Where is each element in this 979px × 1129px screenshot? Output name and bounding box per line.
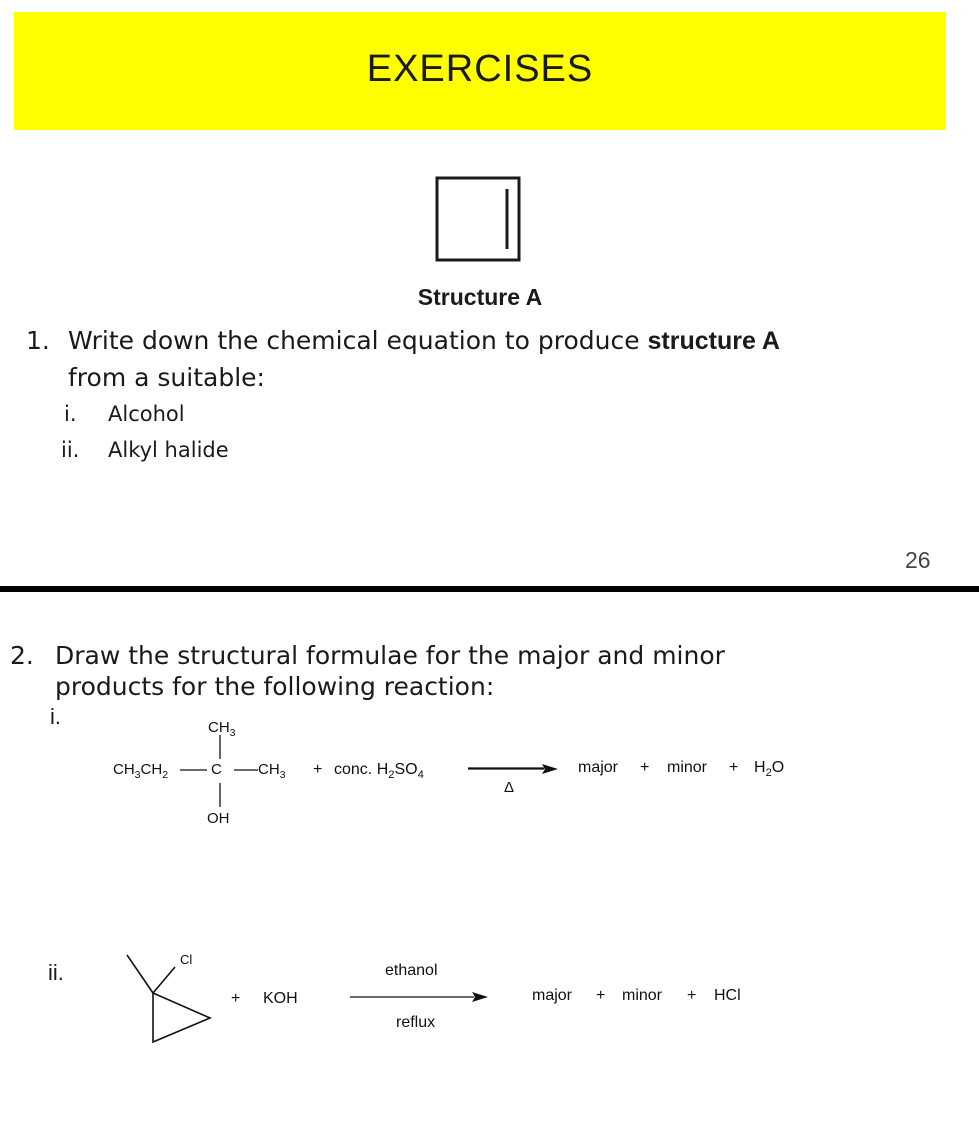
plus-i-1: +: [313, 761, 323, 778]
q1-text-line1-plain: Write down the chemical equation to produce: [68, 326, 648, 355]
right-group: $CH_3$: [258, 761, 286, 781]
q1-option-marker-2: ii.: [61, 438, 80, 462]
condition-heat: Δ: [504, 779, 515, 796]
substituent-cl: Cl: [180, 952, 193, 967]
title-banner: [14, 12, 946, 130]
q1-option-marker-1: i.: [64, 402, 77, 426]
page-title: EXERCISES: [366, 48, 594, 90]
reagent-h2so4: conc. $H_2SO_4$: [334, 761, 424, 782]
cyclopropane-ring: [153, 993, 210, 1042]
condition-ethanol: ethanol: [385, 962, 438, 979]
product-major-i: major: [578, 759, 619, 776]
q1-number: 1.: [26, 326, 50, 355]
chloro-bond: [153, 967, 175, 993]
plus-ii-2: +: [596, 987, 606, 1004]
substituent-top: $CH_3$: [208, 719, 236, 739]
product-minor-i: minor: [667, 759, 708, 776]
q2-text-line2: products for the following reaction:: [55, 672, 495, 701]
reaction-i-arrow: [468, 762, 558, 776]
q1-text-line1: [68, 326, 780, 356]
q1-option-alcohol: Alcohol: [108, 402, 185, 426]
q1-option-alkyl-halide: Alkyl halide: [108, 438, 229, 462]
product-hcl: HCl: [714, 987, 741, 1004]
plus-i-2: +: [640, 759, 650, 776]
page-number: 26: [905, 547, 931, 573]
reagent-koh: KOH: [263, 990, 298, 1007]
reaction-ii-arrow: [350, 990, 490, 1004]
plus-ii-3: +: [687, 987, 697, 1004]
product-water: $H_2O$: [754, 759, 785, 780]
plus-ii-1: +: [231, 990, 241, 1007]
chain-left: $CH_3CH_2$: [113, 761, 169, 781]
q1-text-bold: structure A: [647, 327, 780, 355]
q2-part-i-marker: i.: [50, 704, 61, 729]
methylchlorocyclopropane-diagram: [120, 950, 220, 1050]
structure-a-diagram: [430, 173, 526, 265]
q2-text-line1: Draw the structural formulae for the major and minor: [55, 641, 725, 670]
substituent-bottom: OH: [207, 810, 230, 827]
condition-reflux: reflux: [396, 1014, 436, 1031]
methyl-bond: [127, 955, 153, 993]
q1-text-line2: from a suitable:: [68, 363, 265, 392]
q2-part-ii-marker: ii.: [48, 960, 64, 985]
center-atom: C: [211, 761, 222, 778]
product-minor-ii: minor: [622, 987, 663, 1004]
structure-a-label: Structure A: [417, 284, 543, 310]
q2-number: 2.: [10, 641, 34, 670]
plus-i-3: +: [729, 759, 739, 776]
product-major-ii: major: [532, 987, 573, 1004]
slide-divider: [0, 586, 979, 592]
